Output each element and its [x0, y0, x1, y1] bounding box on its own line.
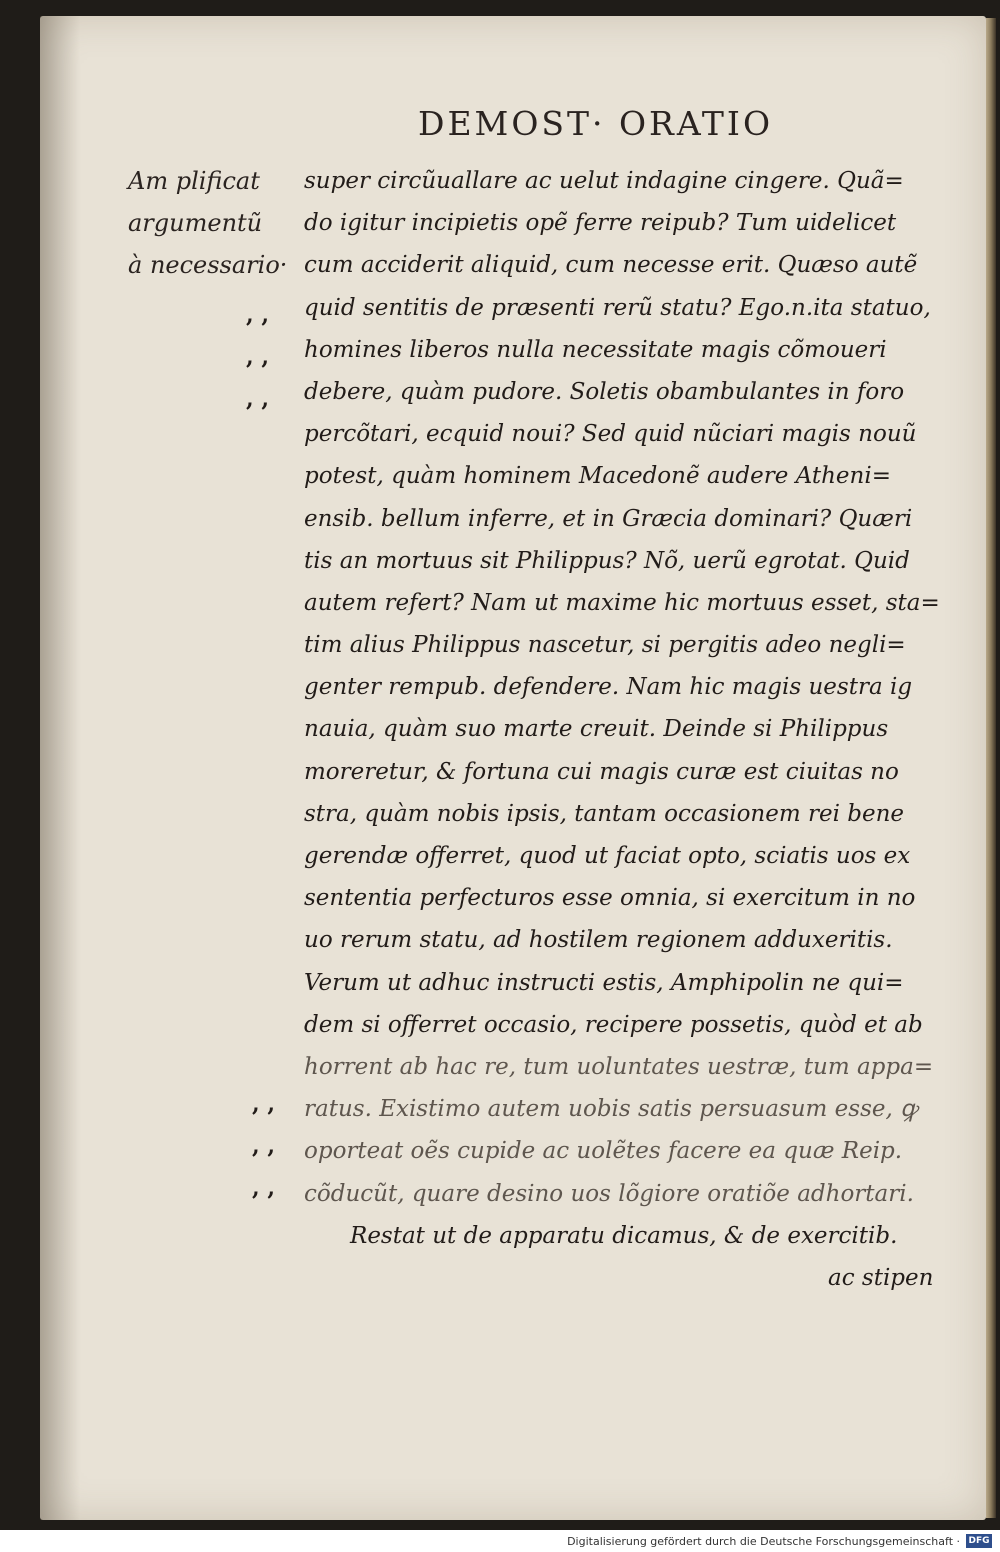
- margin-note-line: à necessario·: [128, 251, 288, 279]
- text-line: tis an mortuus sit Philippus? Nõ, uerũ egrotat. Quid: [304, 547, 910, 574]
- text-line: debere, quàm pudore. Soletis obambulantes in foro: [304, 378, 905, 405]
- gutter-shadow: [40, 16, 80, 1520]
- text-line: genter rempub. defendere. Nam hic magis uestra ig: [304, 674, 913, 701]
- funding-credit: Digitalisierung gefördert durch die Deutsche Forschungsgemeinschaft ·: [567, 1535, 960, 1548]
- text-line: nauia, quàm suo marte creuit. Deinde si Philippus: [304, 716, 889, 743]
- text-line: Restat ut de apparatu dicamus, & de exercitib.: [350, 1222, 898, 1249]
- text-line: tim alius Philippus nascetur, si pergitis adeo negli=: [304, 632, 906, 659]
- quote-mark: , ,: [252, 1091, 275, 1117]
- running-header: DEMOST· ORATIO: [418, 104, 774, 143]
- quote-mark: , ,: [252, 1175, 275, 1201]
- quote-mark: , ,: [252, 1133, 275, 1159]
- text-line: autem refert? Nam ut maxime hic mortuus esset, sta=: [304, 589, 940, 616]
- text-line: sententia perfecturos esse omnia, si exercitum in no: [304, 885, 916, 912]
- dfg-logo: DFG: [966, 1534, 992, 1548]
- text-line: Verum ut adhuc instructi estis, Amphipolin ne qui=: [304, 969, 904, 996]
- body-text: [304, 160, 944, 1299]
- text-line: dem si offerret occasio, recipere possetis, quòd et ab: [304, 1011, 923, 1038]
- margin-note-line: Am plificat: [128, 167, 260, 195]
- text-line: cum acciderit aliquid, cum necesse erit. Quæso autẽ: [304, 252, 918, 279]
- text-line: stra, quàm nobis ipsis, tantam occasionem rei bene: [304, 800, 905, 827]
- text-line: quid sentitis de præsenti rerũ statu? Ego.n.ita statuo,: [304, 294, 931, 321]
- text-line: super circũuallare ac uelut indagine cingere. Quã=: [304, 168, 904, 194]
- quote-mark: , ,: [246, 302, 269, 328]
- catchword: ac stipen: [828, 1264, 934, 1291]
- text-line: homines liberos nulla necessitate magis cõmoueri: [304, 336, 887, 363]
- text-line: moreretur, & fortuna cui magis curæ est ciuitas no: [304, 758, 899, 785]
- text-line: cõducũt, quare desino uos lõgiore oratiõe adhortari.: [304, 1180, 914, 1207]
- quote-mark: , ,: [246, 344, 269, 370]
- page-edge: [986, 18, 996, 1518]
- text-line: ratus. Existimo autem uobis satis persuasum esse, ꝙ: [304, 1096, 918, 1123]
- text-line: potest, quàm hominem Macedonẽ audere Atheni=: [304, 463, 891, 490]
- text-line: ensib. bellum inferre, et in Græcia dominari? Quæri: [304, 505, 913, 532]
- text-line: horrent ab hac re, tum uoluntates uestræ, tum appa=: [304, 1053, 934, 1080]
- margin-note-line: argumentũ: [128, 209, 263, 237]
- text-line: gerendæ offerret, quod ut faciat opto, sciatis uos ex: [304, 843, 911, 869]
- quote-mark: , ,: [246, 386, 269, 412]
- text-line: oporteat oẽs cupide ac uolẽtes facere ea quæ Reip.: [304, 1138, 903, 1165]
- text-line: do igitur incipietis opẽ ferre reipub? Tum uidelicet: [304, 210, 897, 237]
- text-line: uo rerum statu, ad hostilem regionem adduxeritis.: [304, 927, 893, 954]
- text-line: percõtari, ecquid noui? Sed quid nũciari magis nouũ: [304, 421, 917, 448]
- margin-note: [128, 160, 293, 286]
